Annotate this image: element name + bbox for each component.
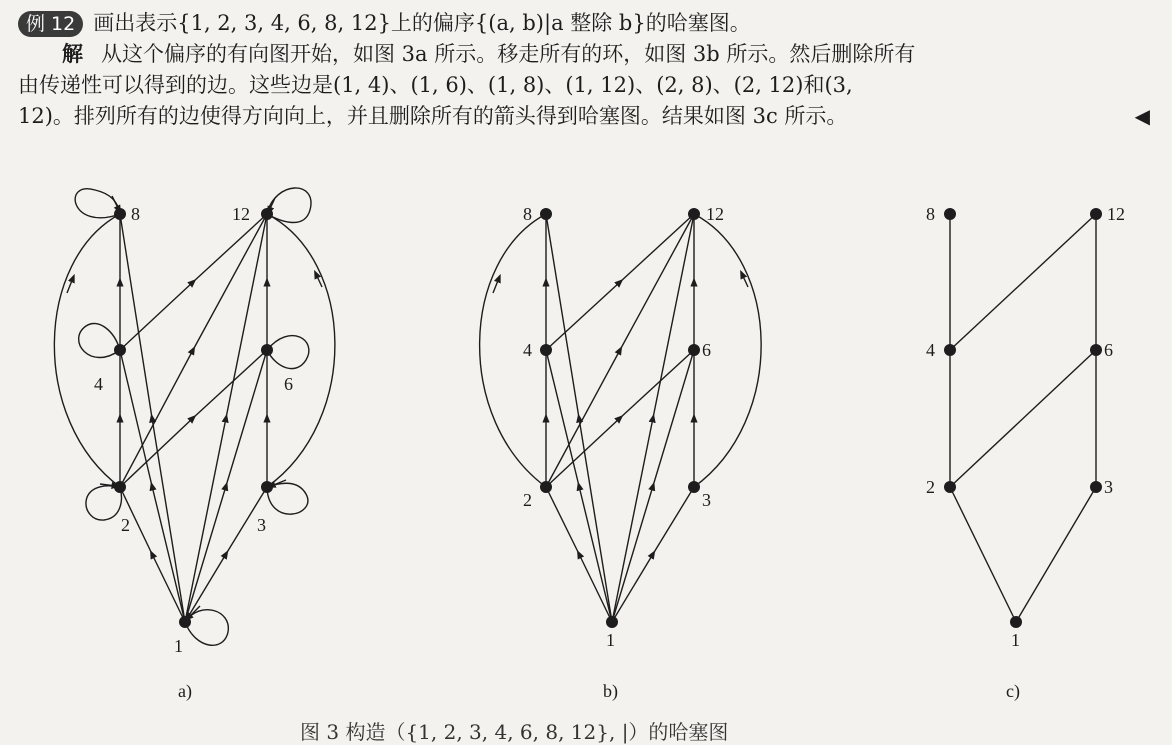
solution-text-1: 从这个偏序的有向图开始，如图 3a 所示。移走所有的环，如图 3b 所示。然后删除所有 — [101, 42, 916, 66]
edge-c-1-2 — [950, 487, 1016, 622]
node-b-12 — [688, 208, 700, 220]
label-a-3: 3 — [257, 515, 266, 535]
edge-1-4 — [120, 350, 185, 622]
node-a-1 — [179, 616, 191, 628]
edge-b-3-12-arrow — [742, 274, 748, 287]
label-c-12: 12 — [1107, 204, 1125, 224]
node-b-8 — [540, 208, 552, 220]
node-a-6 — [261, 344, 273, 356]
edge-c-2-6 — [950, 350, 1096, 487]
node-a-8 — [114, 208, 126, 220]
label-a-4: 4 — [94, 374, 103, 394]
label-c-4: 4 — [926, 340, 935, 360]
label-b-2: 2 — [523, 490, 532, 510]
edge-c-4-12 — [950, 214, 1096, 350]
label-b-1: 1 — [606, 630, 615, 650]
edge-b-1-6 — [612, 350, 694, 622]
label-a-12: 12 — [232, 204, 250, 224]
figure-b — [480, 204, 762, 702]
edge-b-1-8 — [546, 214, 612, 622]
label-a-1: 1 — [174, 636, 183, 656]
edge-1-12 — [185, 214, 267, 622]
edge-b-2-6 — [546, 350, 694, 487]
loop-3 — [267, 483, 308, 514]
label-b-6: 6 — [702, 340, 711, 360]
node-a-4 — [114, 344, 126, 356]
loop-6 — [267, 336, 309, 369]
edge-b-1-12 — [612, 214, 694, 622]
label-c-1: 1 — [1011, 630, 1020, 650]
edge-4-12 — [120, 214, 267, 350]
label-a-6: 6 — [284, 374, 293, 394]
label-c-2: 2 — [926, 477, 935, 497]
caption-a: a) — [178, 681, 192, 701]
node-b-2 — [540, 481, 552, 493]
edge-2-8-arrow — [67, 278, 73, 293]
edge-b-1-4 — [546, 350, 612, 622]
loop-12 — [267, 188, 311, 223]
solution-line-2: 由传递性可以得到的边。这些边是(1, 4)、(1, 6)、(1, 8)、(1, 12)、(2, 8)、(2, 12)和(3, — [18, 73, 853, 97]
node-a-12 — [261, 208, 273, 220]
figure-a — [54, 188, 335, 702]
figure-title: 图 3 构造（{1, 2, 3, 4, 6, 8, 12}, |）的哈塞图 — [300, 720, 729, 744]
label-b-3: 3 — [702, 490, 711, 510]
edge-b-2-8 — [480, 214, 546, 487]
edge-3-12 — [267, 214, 335, 487]
node-b-1 — [606, 616, 618, 628]
label-a-2: 2 — [121, 515, 130, 535]
figure-c-labels — [926, 204, 1125, 702]
edge-b-4-12 — [546, 214, 694, 350]
node-c-1 — [1010, 616, 1022, 628]
node-a-3 — [261, 481, 273, 493]
edge-2-6 — [120, 350, 267, 487]
node-c-4 — [944, 344, 956, 356]
node-c-8 — [944, 208, 956, 220]
node-c-2 — [944, 481, 956, 493]
node-a-2 — [114, 481, 126, 493]
node-b-4 — [540, 344, 552, 356]
edge-c-1-3 — [1016, 487, 1096, 622]
caption-c: c) — [1006, 681, 1020, 701]
example-badge: 例 12 — [18, 11, 83, 37]
edge-b-2-8-arrow — [493, 278, 499, 293]
node-c-3 — [1090, 481, 1102, 493]
edge-2-8 — [54, 214, 120, 487]
label-b-4: 4 — [523, 340, 532, 360]
loop-8-arrow — [112, 196, 119, 210]
edge-1-2 — [120, 487, 185, 622]
loop-4 — [79, 323, 120, 357]
edge-b-1-2 — [546, 487, 612, 622]
node-c-12 — [1090, 208, 1102, 220]
label-a-8: 8 — [131, 204, 140, 224]
figure-a-labels — [94, 204, 293, 702]
edge-1-6 — [185, 350, 267, 622]
example-problem: 画出表示{1, 2, 3, 4, 6, 8, 12}上的偏序{(a, b)|a 整除 b}的哈塞图。 — [93, 11, 751, 35]
edge-1-3 — [185, 487, 267, 622]
solution-label: 解 — [62, 42, 83, 66]
label-c-3: 3 — [1104, 477, 1113, 497]
end-marker: ◀ — [1134, 104, 1150, 128]
label-b-8: 8 — [523, 204, 532, 224]
figure-c-edges — [950, 214, 1096, 622]
node-b-3 — [688, 481, 700, 493]
figure-a-edges — [54, 188, 335, 645]
figure-c — [926, 204, 1125, 702]
figure-b-edges — [480, 214, 762, 622]
solution-text-3: 12)。排列所有的边使得方向向上，并且删除所有的箭头得到哈塞图。结果如图 3c 所示。 — [18, 104, 848, 128]
label-b-12: 12 — [706, 204, 724, 224]
node-b-6 — [688, 344, 700, 356]
node-c-6 — [1090, 344, 1102, 356]
edge-1-8 — [120, 214, 185, 622]
caption-b: b) — [603, 681, 618, 701]
label-c-8: 8 — [926, 204, 935, 224]
label-c-6: 6 — [1104, 340, 1113, 360]
loop-8 — [75, 189, 120, 218]
edge-b-1-3 — [612, 487, 694, 622]
